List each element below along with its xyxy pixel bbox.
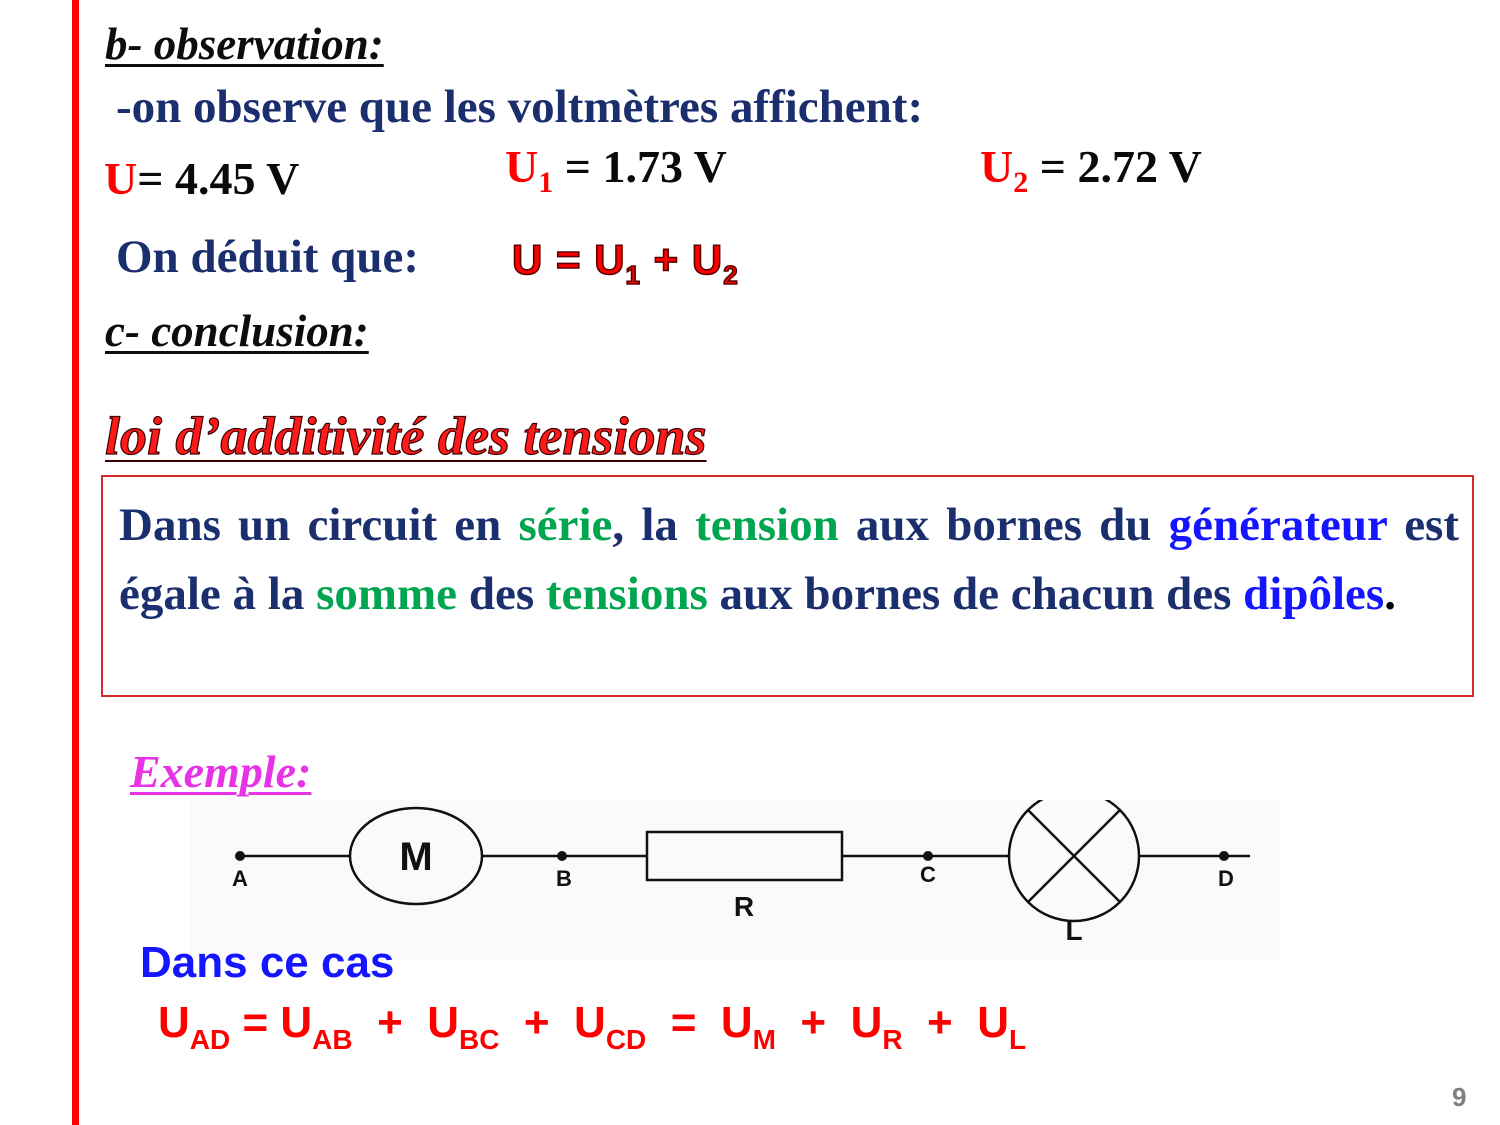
case-label: Dans ce cas [140, 938, 395, 987]
eq-term-ur-symbol: U [850, 998, 883, 1047]
eq-op-1: = [230, 998, 281, 1047]
node-d-label: D [1218, 866, 1234, 891]
node-a-dot [235, 851, 245, 861]
page-number: 9 [1452, 1082, 1467, 1112]
law-term-serie: série [518, 499, 613, 551]
reading-u1-value: = 1.73 V [553, 141, 727, 192]
reading-u1-symbol: U [505, 141, 539, 192]
eq-op-5: + [775, 998, 851, 1047]
law-term-somme: somme [316, 568, 458, 620]
law-text-2: , la [612, 499, 696, 551]
eq-term-ur-sub: R [882, 1024, 903, 1055]
deduction-label: On déduit que: [116, 231, 419, 283]
eq-term-uab-sub: AB [312, 1024, 353, 1055]
node-b-dot [557, 851, 567, 861]
deduction-eq-sub1: 1 [625, 260, 641, 290]
law-term-tension: tension [695, 499, 839, 551]
deduction-eq-part2: + U [641, 236, 724, 283]
eq-term-ucd [574, 998, 721, 1055]
eq-term-ucd-sub: CD [605, 1024, 647, 1055]
eq-term-ubc-sub: BC [459, 1024, 500, 1055]
eq-op-4: = [646, 998, 721, 1047]
eq-term-ubc [427, 998, 575, 1055]
lamp-label: L [1065, 915, 1083, 946]
left-accent-bar [72, 0, 79, 1125]
eq-term-uab-symbol: U [280, 998, 313, 1047]
reading-u2-symbol: U [980, 141, 1014, 192]
node-c-dot [923, 851, 933, 861]
eq-term-ul-symbol: U [977, 998, 1009, 1047]
deduction-equation [512, 236, 739, 290]
eq-term-uad [158, 998, 281, 1055]
eq-term-uad-sub: AD [189, 1024, 231, 1055]
eq-term-um-sub: M [752, 1024, 776, 1055]
law-text-1: Dans un circuit en [119, 499, 519, 551]
deduction-eq-part1: U = U [512, 236, 626, 283]
law-statement [119, 491, 1459, 629]
law-statement-box [101, 475, 1474, 697]
reading-u-symbol: U [104, 153, 138, 204]
law-text-3: aux bornes du [838, 499, 1169, 551]
reading-u1 [505, 140, 727, 199]
eq-term-ucd-symbol: U [574, 998, 606, 1047]
motor-label: M [399, 835, 433, 879]
eq-op-6: + [902, 998, 978, 1047]
eq-term-ur [850, 998, 978, 1055]
eq-term-uab [280, 998, 428, 1055]
eq-op-3: + [499, 998, 575, 1047]
reading-u2-value: = 2.72 V [1028, 141, 1202, 192]
law-text-4: est égale à la [119, 499, 1459, 620]
reading-u [104, 152, 299, 205]
node-b-label: B [556, 866, 572, 891]
eq-term-um [720, 998, 851, 1055]
eq-term-ul-sub: L [1008, 1024, 1027, 1055]
law-text-5: des [457, 568, 546, 620]
eq-term-ubc-symbol: U [427, 998, 459, 1047]
node-d-dot [1219, 851, 1229, 861]
node-a-label: A [232, 866, 248, 891]
eq-op-2: + [352, 998, 428, 1047]
law-term-tensions: tensions [545, 568, 708, 620]
law-title: loi d’additivité des tensions [105, 406, 707, 466]
deduction-eq-sub2: 2 [723, 260, 739, 290]
reading-u1-subscript: 1 [538, 166, 554, 199]
conclusion-heading: c- conclusion: [105, 306, 369, 356]
observation-intro: -on observe que les voltmètres affichent: [116, 81, 924, 133]
observation-heading: b- observation: [105, 19, 384, 69]
node-c-label: C [920, 862, 936, 887]
reading-u2 [980, 140, 1202, 199]
law-term-generateur: générateur [1168, 499, 1388, 551]
law-text-6: aux bornes de chacun des [707, 568, 1244, 620]
eq-term-uad-symbol: U [158, 998, 190, 1047]
resistor-label: R [733, 891, 755, 922]
reading-u-value: = 4.45 V [137, 153, 300, 204]
law-text-7: . [1384, 568, 1396, 620]
eq-term-um-symbol: U [720, 998, 753, 1047]
eq-term-ul [977, 998, 1027, 1055]
law-term-dipoles: dipôles [1243, 568, 1385, 620]
reading-u2-subscript: 2 [1013, 166, 1029, 199]
example-equation [158, 998, 1027, 1055]
series-circuit-diagram [190, 800, 1280, 960]
example-heading: Exemple: [130, 746, 312, 797]
